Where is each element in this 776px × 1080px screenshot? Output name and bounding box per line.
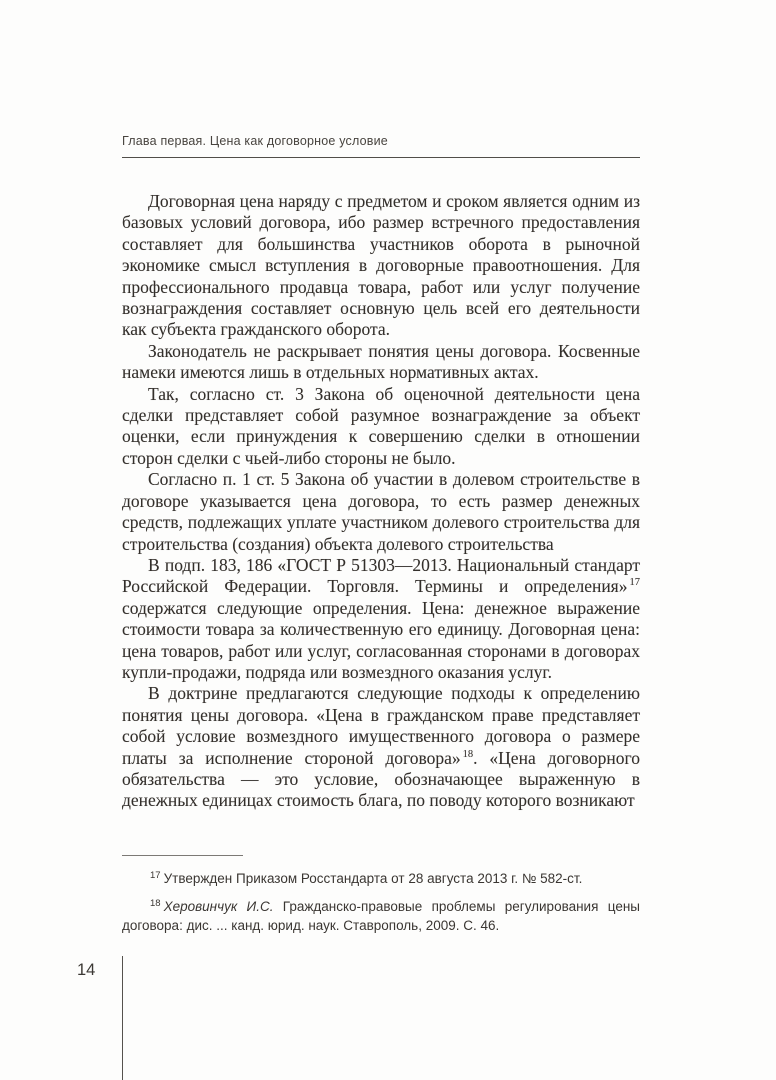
footer-vertical-rule <box>122 956 123 1080</box>
page-number: 14 <box>77 961 96 979</box>
footnote-author: Херовинчук И.С. <box>163 899 274 914</box>
footnote-ref-17: 17 <box>629 577 640 589</box>
footnote-marker: 17 <box>150 869 161 881</box>
paragraph-text: содержатся следующие определения. Цена: денежное выражение стоимости товара за количественную его единицу. Договорная цена: цена товаров, работ или услуг, согласованная сторонами в договорах купли-продажи, подряда или возмездного оказания услуг. <box>122 597 640 682</box>
paragraph-4: Согласно п. 1 ст. 5 Закона об участии в долевом строительстве в договоре указывается цена договора, то есть размер денежных средств, подлежащих уплате участником долевого строительства для строительства (создания) объекта долевого строительства <box>122 469 640 554</box>
footnotes-section <box>122 855 640 944</box>
paragraph-text: . «Цена договорного обязательства — это условие, обозначающее выраженную в денежных единицах стоимость блага, по поводу которого возникают <box>122 747 640 811</box>
paragraph-5 <box>122 555 640 683</box>
footnote-text: Гражданско-правовые проблемы регулирования цены договора: дис. ... канд. юрид. наук. Ставрополь, 2009. С. 46. <box>122 899 640 933</box>
paragraph-text: В подп. 183, 186 «ГОСТ Р 51303—2013. Национальный стандарт Российской Федерации. Торговля. Термины и определения» <box>122 554 640 597</box>
running-header-rule <box>122 157 640 158</box>
footnote-divider-rule <box>122 855 243 856</box>
footnote-ref-18: 18 <box>462 748 474 760</box>
footnote-text: Утвержден Приказом Росстандарта от 28 августа 2013 г. № 582-ст. <box>163 871 583 886</box>
paragraph-1: Договорная цена наряду с предметом и сроком является одним из базовых условий договора, ибо размер встречного предоставления составляет для большинства участников оборота в рыночной экономике смысл вступления в договорные правоотношения. Для профессионального продавца товара, работ или услуг получение вознаграждения составляет основную цель всей его деятельности как субъекта гражданского оборота. <box>122 191 640 340</box>
paragraph-text: В доктрине предлагаются следующие подходы к определению понятия цены договора. «Цена в гражданском праве представляет собой условие возмездного имущественного договора о размере платы за исполнение стороной договора» <box>122 683 640 768</box>
paragraph-6 <box>122 683 640 811</box>
running-header <box>122 134 640 158</box>
running-header-title: Глава первая. Цена как договорное условие <box>122 134 388 148</box>
footnote-marker: 18 <box>150 897 161 909</box>
body-text <box>122 191 640 812</box>
paragraph-2: Законодатель не раскрывает понятия цены договора. Косвенные намеки имеются лишь в отдельных нормативных актах. <box>122 340 640 383</box>
footnote-18 <box>122 897 640 935</box>
paragraph-3: Так, согласно ст. 3 Закона об оценочной деятельности цена сделки представляет собой разумное вознаграждение за объект оценки, если принуждения к совершению сделки в отношении сторон сделки с чьей-либо стороны не было. <box>122 383 640 468</box>
footnote-17 <box>122 869 640 888</box>
